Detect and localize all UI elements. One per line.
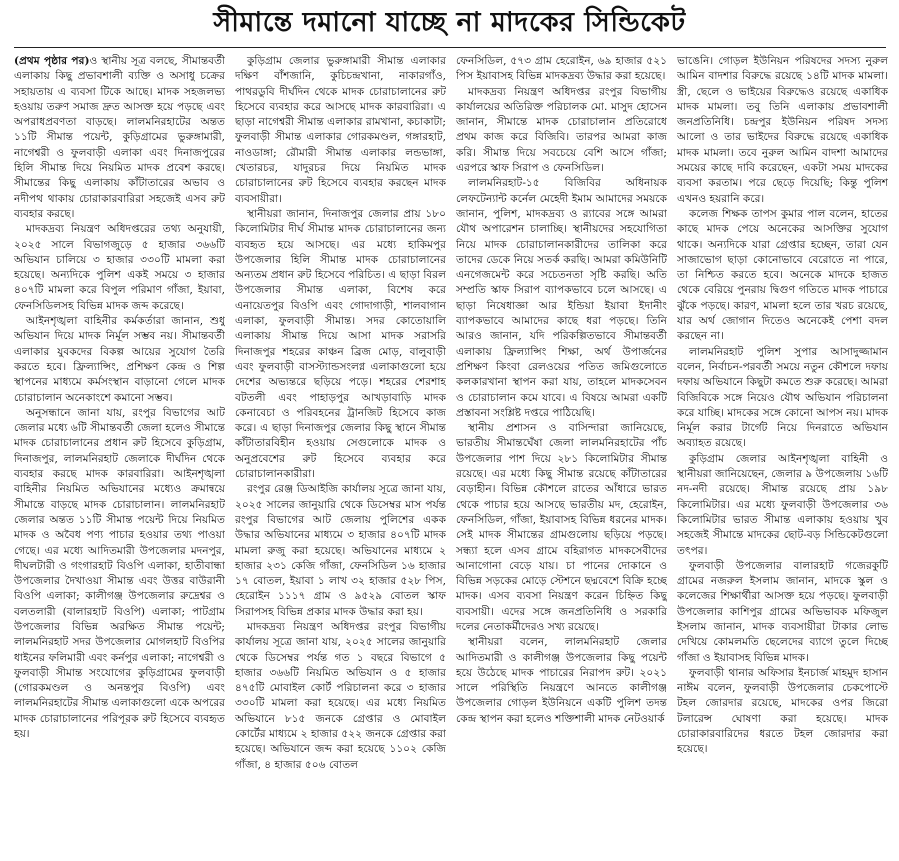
article-paragraph: স্থানীয়রা বলেন, লালমনিরহাট জেলার আদিতমারী ও কালীগঞ্জ উপজেলার কিছু পয়েন্ট হয়ে উঠেছে মাদক পাচারের নিরাপদ রুট। ২০২১ সালে পরিস্থিতি নিয়ন্ত্রণে আনতে কালীগঞ্জ উপজেলার গোড়ল ইউনিয়নে একটি পুলিশ তদন্ত কেন্দ্র স্থাপন করা হলেও শক্তিশালী মাদক নেটওয়ার্ক [456, 636, 667, 725]
article-paragraph: মাদকদ্রব্য নিয়ন্ত্রণ অধিদপ্তর রংপুর বিভাগীয় কার্যালয় সূত্রে জানা যায়, ২০২৫ সালের জানুয়ারি থেকে ডিসেম্বর পর্যন্ত গত ১ বছরে বিভাগে ৫ হাজার ৩৬৬টি নিয়মিত অভিযান ও ৫ হাজার ৪৭৫টি মোবাইল কোর্ট পরিচালনা করে ৩ হাজার ৩৩০টি মামলা করা হয়েছে। এর মধ্যে নিয়মিত অভিযানে ৮১৫ জনকে গ্রেপ্তার ও মোবাইল কোর্টের মাধ্যমে ২ হাজার ৫২২ জনকে গ্রেপ্তার করা হয়েছে। অভিযানে জব্দ করা হয়েছে ১১০২ কেজি গাঁজা, ৪ হাজার ৫০৬ বোতল [235, 620, 446, 771]
article-paragraph: লালমনিরহাট-১৫ বিজিবির অধিনায়ক লেফটেন্যান্ট কর্নেল মেহেদী ইমাম আমাদের সময়কে জানান, পুলিশ, মাদকদ্রব্য ও র‌্যাবের সঙ্গে আমরা যৌথ অপারেশন চালাচ্ছি। স্থানীয়দের সহযোগিতা নিয়ে মাদক চোরাচালানকারীদের তালিকা করে তাদের ডেকে নিয়ে সতর্ক করছি। আমরা কমিউনিটি এনগেজমেন্ট করে সচেতনতা সৃষ্টি করছি। অতি সম্প্রতি স্কাফ সিরাপ ব্যাপকভাবে চলে আসছে। এ ছাড়া নিষেধাজ্ঞা আর ইন্ডিয়া ইয়াবা ইদানীং ব্যাপকভাবে আমাদের কাছে ধরা পড়ছে। তিনি আরও জানান, যদি পরিকল্পিতভাবে সীমান্তবর্তী এলাকায় ফ্রিল্যান্সিং শিক্ষা, অর্থ উপার্জনের প্রশিক্ষণ কিংবা রেলওয়ের পতিত জমিগুলোতে কলকারখানা স্থাপন করা যায়, তাহলে মাদকসেবন ও চোরাচালান কমে যাবে। এ বিষয়ে আমরা একটি প্রস্তাবনা সংশ্লিষ্ট দপ্তরে পাঠিয়েছি। [456, 177, 667, 419]
article-paragraph: স্থানীয় প্রশাসন ও বাসিন্দারা জানিয়েছে, ভারতীয় সীমান্তঘেঁষা জেলা লালমনিরহাটের পাঁচ উপজেলার পাশ দিয়ে ২৮১ কিলোমিটার সীমান্ত রয়েছে। এর মধ্যে কিছু সীমান্ত রয়েছে কাঁটাতারের বেড়াহীন। বিভিন্ন কৌশলে রাতের আঁধারে ভারত থেকে পাচার হয়ে আসছে ভারতীয় মদ, হেরোইন, ফেনসিডিল, গাঁজা, ইয়াবাসহ বিভিন্ন ধরনের মাদক। সেই মাদক সীমান্তের গ্রামগুলোয় ছড়িয়ে পড়ছে। সন্ধ্যা হলে এসব গ্রামে বহিরাগত মাদকসেবীদের আনাগোনা বেড়ে যায়। চা পানের দোকানে ও বিভিন্ন সড়কের মোড়ে স্টেশনে ছদ্মবেশে বিক্রি হচ্ছে মাদক। এসব ব্যবসা নিয়ন্ত্রণ করেন চিহ্নিত কিছু ব্যবসায়ী। এদের সঙ্গে জনপ্রতিনিধি ও সরকারি দলের নেতাকর্মীদেরও সখ্য রয়েছে। [456, 422, 667, 633]
article-paragraph: অনুসন্ধানে জানা যায়, রংপুর বিভাগের আট জেলার মধ্যে ৬টি সীমান্তবর্তী জেলা হলেও সীমান্তে মাদক চোরাচালানের প্রধান রুট হিসেবে কুড়িগ্রাম, দিনাজপুর, লালমনিরহাট জেলাকে দীর্ঘদিন থেকে ব্যবহার করছে মাদক কারবারিরা। আইনশৃঙ্খলা বাহিনীর নিয়মিত অভিযানের মধ্যেও ক্রমান্বয়ে সীমান্তে বাড়ছে মাদক চোরাচালান। লালমনিরহাট জেলার অন্তত ১১টি সীমান্ত পয়েন্ট দিয়ে নিয়মিত মাদক ও অবৈধ পণ্য পাচার হওয়ার তথ্য পাওয়া গেছে। এর মধ্যে আদিতমারী উপজেলার মদনপুর, দীঘলটারী ও গংগারহাট বিওপি এলাকা, হাতীবান্ধা উপজেলার দৈখাওয়া সীমান্ত এবং উত্তর বাউরানী বিওপি এলাকা; কালীগঞ্জ উপজেলার রুদ্রেশ্বর ও বলতলারী (বালারহাট বিওপি) এলাকা; পাটগ্রাম উপজেলার বিভিন্ন অরক্ষিত সীমান্ত পয়েন্ট; লালমনিরহাট সদর উপজেলার মোগলহাট বিওপির ধাইনের ফলিমারী এবং কর্নপুর এলাকা; নাগেশ্বরী ও ফুলবাড়ী সীমান্ত সংযোগের কুড়িগ্রামের ফুলবাড়ী (গোরকমণ্ডল ও অনন্তপুর বিওপি) এবং লালমনিরহাটের সীমান্ত এলাকাগুলো একে অপরের মাদক চোরাচালানের পরিপূরক রুট হিসেবে ব্যবহৃত হয়। [14, 406, 225, 741]
headline: সীমান্তে দমানো যাচ্ছে না মাদকের সিন্ডিকেট [213, 7, 686, 38]
article-paragraph: মাদকদ্রব্য নিয়ন্ত্রণ অধিদপ্তর রংপুর বিভাগীয় কার্যালয়ের অতিরিক্ত পরিচালক মো. মাসুদ হোসেন জানান, সীমান্তে মাদক চোরাচালান প্রতিরোধে প্রথম কাজ করে বিজিবি। তারপর আমরা কাজ করি। সীমান্ত দিয়ে সবচেয়ে বেশি আসে গাঁজা; এরপরে স্কাফ সিরাপ ও ফেনসিডিল। [456, 85, 667, 175]
article-paragraph: ভাঙেনি। গোড়ল ইউনিয়ন পরিষদের সদস্য নুরুল আমিন বাদশার বিরুদ্ধে রয়েছে ১৪টি মাদক মামলা। স্ত্রী, ছেলে ও ভাইয়ের বিরুদ্ধেও রয়েছে একাধিক মাদক মামলা। তবু তিনি এলাকায় প্রভাবশালী জনপ্রতিনিধি। চন্দ্রপুর ইউনিয়ন পরিষদ সদস্য আলো ও তার ভাইদের বিরুদ্ধে রয়েছে একাধিক মাদক মামলা। তবে নুরুল আমিন বাদশা আমাদের সময়ের কাছে দাবি করেছেন, একটা সময় মাদকের ব্যবসা করতাম। পরে ছেড়ে দিয়েছি; কিন্তু পুলিশ এখনও হয়রানি করে। [677, 55, 888, 205]
article-paragraph: ফুলবাড়ী থানার অফিসার ইনচার্জ মাহমুদ হাসান নাঈম বলেন, ফুলবাড়ী উপজেলার চেকপোস্টে টহল জোরদার রয়েছে, মাদকের ওপর জিরো টলারেন্স ঘোষণা করা হয়েছে। মাদক চোরাকারবারিদের ধরতে টহল জোরদার করা হয়েছে। [677, 666, 888, 756]
article-column-4 [677, 54, 888, 859]
article-paragraph: কলেজ শিক্ষক তাপস কুমার পাল বলেন, হাতের কাছে মাদক পেয়ে অনেকের আসক্তির সুযোগ থাকে। অন্যদিকে যারা গ্রেপ্তার হচ্ছেন, তারা যেন সাজাভোগ ছাড়া কোনোভাবে বেরোতে না পারে, তা নিশ্চিত করতে হবে। অনেকে মাদকে হাজত থেকে বেরিয়ে পুনরায় দ্বিগুণ গতিতে মাদক পাচারে ঝুঁকে পড়ছে। কারণ, মামলা হলে তার খরচ রয়েছে, যার অর্থ জোগান দিতেও অনেকেই পেশা বদল করছেন না। [677, 207, 888, 343]
article-paragraph: কুড়িগ্রাম জেলার আইনশৃঙ্খলা বাহিনী ও স্থানীয়রা জানিয়েছেন, জেলার ৯ উপজেলায় ১৬টি নদ-নদী রয়েছে। সীমান্ত রয়েছে প্রায় ১৯৮ কিলোমিটার। এর মধ্যে ফুলবাড়ী উপজেলার ৩৬ কিলোমিটার ভারত সীমান্ত এলাকায় হওয়ায় খুব সহজেই সীমান্তে মাদকের ছোট-বড় সিন্ডিকেটগুলো তৎপর। [677, 452, 888, 557]
article-columns [14, 54, 890, 859]
article-paragraph: কুড়িগ্রাম জেলার ভুরুঙ্গামারী সীমান্ত এলাকার দক্ষিণ বাঁশজানি, কুচিচন্দ্রখানা, নাকারগাঁও, পাথরডুবি দীর্ঘদিন থেকে মাদক চোরাচালানের রুট হিসেবে ব্যবহার করে আসছে মাদক কারবারিরা। এ ছাড়া নাগেশ্বরী সীমান্ত এলাকার রামখানা, কচাকাটা; ফুলবাড়ী সীমান্ত এলাকার গোরকমণ্ডল, গঙ্গারহাট, নাওডাঙ্গা; রৌমারী সীমান্ত এলাকার লন্ডভাঙ্গা, খেতারচর, যাদুরচর দিয়ে নিয়মিত মাদক চোরাচালানের রুট হিসেবে ব্যবহার করছেন মাদক ব্যবসায়ীরা। [235, 55, 446, 205]
article-column-1 [14, 54, 225, 859]
continued-tag: (প্রথম পৃষ্ঠার পর) [14, 55, 90, 67]
article-paragraph: ফুলবাড়ী উপজেলার বালারহাট গজেরকুটি গ্রামের নজরুল ইসলাম জানান, মাদকে স্কুল ও কলেজের শিক্ষার্থীরা আসক্ত হয়ে পড়ছে। ফুলবাড়ী উপজেলার কাশিপুর গ্রামের অভিভাবক মফিজুল ইসলাম জানান, মাদক ব্যবসায়ীরা টাকার লোভ দেখিয়ে কোমলমতি ছেলেদের ব্যাগে তুলে দিচ্ছে গাঁজা ও ইয়াবাসহ বিভিন্ন মাদক। [677, 559, 888, 664]
article-column-2 [235, 54, 446, 859]
article-paragraph: মাদকদ্রব্য নিয়ন্ত্রণ অধিদপ্তরের তথ্য অনুযায়ী, ২০২৫ সালে বিভাগজুড়ে ৫ হাজার ৩৬৬টি অভিযান চালিয়ে ৩ হাজার ৩৩০টি মামলা করা হয়েছে। অন্যদিকে পুলিশ একই সময়ে ৩ হাজার ৪০৭টি মামলা করে বিপুল পরিমাণ গাঁজা, ইয়াবা, ফেনসিডিলসহ বিভিন্ন মাদক জব্দ করেছে। [14, 223, 225, 312]
article-paragraph: আইনশৃঙ্খলা বাহিনীর কর্মকর্তারা জানান, শুধু অভিযান দিয়ে মাদক নির্মূল সম্ভব নয়। সীমান্তবর্তী এলাকার যুবকদের বিকল্প আয়ের সুযোগ তৈরি করতে হবে। ফ্রিল্যান্সিং, প্রশিক্ষণ কেন্দ্র ও শিল্প স্থাপনের মাধ্যমে কর্মসংস্থান বাড়ানো গেলে মাদক চোরাচালান অনেকাংশে কমানো সম্ভব। [14, 315, 225, 404]
paragraph-text: ও স্থানীয় সূত্র বলছে, সীমান্তবর্তী এলাকায় কিছু প্রভাবশালী ব্যক্তি ও অসাধু চক্রের সহায়তায় এ ব্যবসা টিকে আছে। মাদক সহজলভ্য হওয়ায় তরুণ সমাজ দ্রুত আসক্ত হয়ে পড়ছে এবং অপরাধপ্রবণতা বাড়ছে। লালমনিরহাটের অন্তত ১১টি সীমান্ত পয়েন্ট, কুড়িগ্রামের ভুরুঙ্গামারী, নাগেশ্বরী ও ফুলবাড়ী এলাকা এবং দিনাজপুরের হিলি সীমান্ত দিয়ে নিয়মিত মাদক প্রবেশ করছে। সীমান্তের কিছু এলাকায় কাঁটাতারের অভাব ও নদীপথ থাকায় চোরাকারবারিরা সহজেই এসব রুট ব্যবহার করছে। [14, 55, 225, 220]
article-paragraph: ফেনসিডিল, ৫৭৩ গ্রাম হেরোইন, ৬৯ হাজার ৫২১ পিস ইয়াবাসহ বিভিন্ন মাদকদ্রব্য উদ্ধার করা হয়েছে। [456, 55, 667, 83]
article-paragraph: লালমনিরহাট পুলিশ সুপার আসাদুজ্জামান বলেন, নির্বাচন-পরবর্তী সময়ে নতুন কৌশলে দফায় দফায় অভিযানে কিছুটা কমতে শুরু করেছে। আমরা বিজিবিকে সঙ্গে নিয়েও যৌথ অভিযান পরিচালনা করে যাচ্ছি। মাদকের সঙ্গে কোনো আপস নয়। মাদক নির্মূল করার টার্গেট নিয়ে দিনরাতে অভিযান অব্যাহত রয়েছে। [677, 345, 888, 450]
article-column-3 [456, 54, 667, 859]
article-paragraph: স্থানীয়রা জানান, দিনাজপুর জেলার প্রায় ১৮০ কিলোমিটার দীর্ঘ সীমান্ত মাদক চোরাচালানের জন্য ব্যবহৃত হয়ে আসছে। এর মধ্যে হাকিমপুর উপজেলার হিলি সীমান্ত মাদক চোরাচালানের অন্যতম প্রধান রুট হিসেবে পরিচিত। এ ছাড়া বিরল উপজেলার সীমান্ত এলাকা, বিশেষ করে এনায়েতপুর বিওপি এবং গোদাগাড়ী, শালবাগান এলাকা, ফুলবাড়ী সীমান্ত। সদর কোতোয়ালি এলাকায় সীমান্ত দিয়ে আসা মাদক সরাসরি দিনাজপুর শহরের কাঞ্চন ব্রিজ মোড়, বালুবাড়ী এবং ফুলবাড়ী বাসস্ট্যান্ডসংলগ্ন এলাকাগুলো হয়ে দেশের অভ্যন্তরে ছড়িয়ে পড়ে। শহরের শেরশাহ বটতলী এবং পাহাড়পুর আখড়াবাড়ি মাদক কেনাবেচা ও পরিবহনের ট্রানজিট হিসেবে কাজ করে। এ ছাড়া দিনাজপুর জেলার কিছু স্থানে সীমান্ত কাঁটাতারবিহীন হওয়ায় সেগুলোকে মাদক ও অনুপ্রবেশের রুট হিসেবে ব্যবহার করে চোরাচালানকারীরা। [235, 207, 446, 481]
article-paragraph [14, 54, 225, 222]
article-paragraph: রংপুর রেঞ্জ ডিআইজি কার্যালয় সূত্রে জানা যায়, ২০২৫ সালের জানুয়ারি থেকে ডিসেম্বর মাস পর্যন্ত রংপুর বিভাগের আট জেলায় পুলিশের একক উদ্ধার অভিযানের মাধ্যমে ৩ হাজার ৪০৭টি মাদক মামলা রুজু করা হয়েছে। অভিযানের মাধ্যমে ২ হাজার ২৩১ কেজি গাঁজা, ফেনসিডিল ১৬ হাজার ১৭ বোতল, ইয়াবা ১ লাখ ৩২ হাজার ৫২৮ পিস, হেরোইন ১১১৭ গ্রাম ও ৯৫২৯ বোতল স্কাফ সিরাপসহ বিভিন্ন প্রকার মাদক উদ্ধার করা হয়। [235, 483, 446, 618]
headline-rule [14, 47, 886, 48]
